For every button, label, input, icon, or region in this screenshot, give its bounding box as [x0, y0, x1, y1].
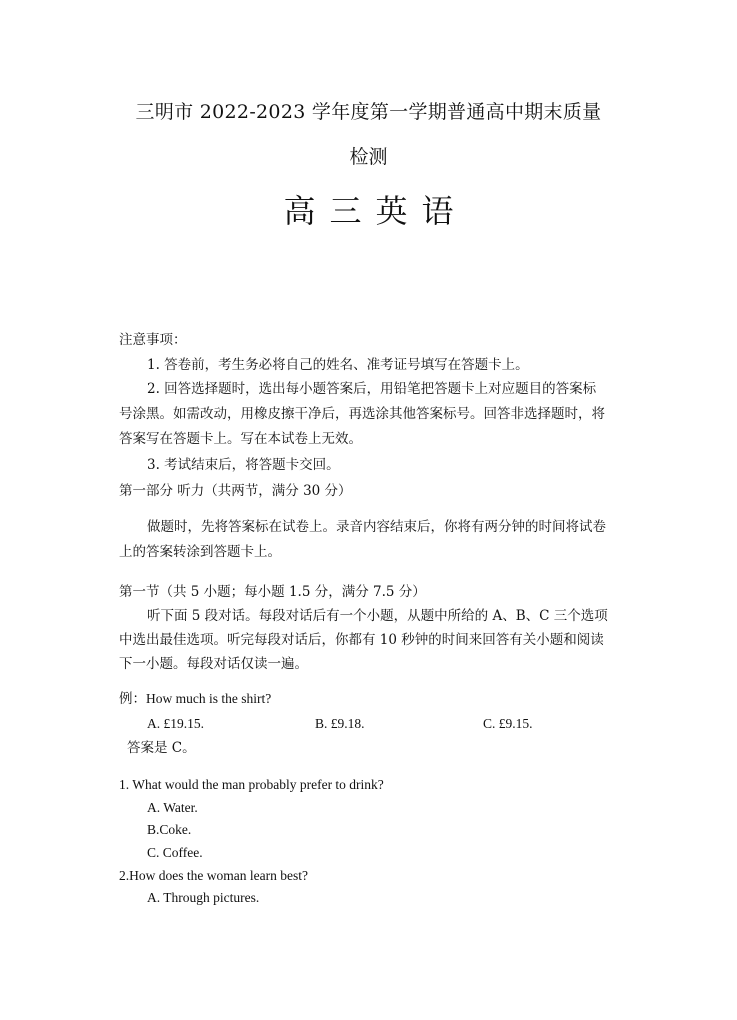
notice-item-2-line3: 答案写在答题卡上。写在本试卷上无效。 — [119, 431, 362, 447]
question-1: 1. What would the man probably prefer to drink? — [119, 777, 384, 792]
section1-instruction-line3: 下一小题。每段对话仅读一遍。 — [119, 656, 308, 672]
question-1-option-a: A. Water. — [147, 800, 198, 815]
example-question: 例：How much is the shirt? — [119, 691, 272, 706]
notice-item-2-line2: 号涂黑。如需改动，用橡皮擦干净后，再选涂其他答案标号。回答非选择题时，将 — [119, 406, 605, 422]
part1-heading: 第一部分 听力（共两节，满分 30 分） — [119, 483, 352, 499]
question-1-option-b: B.Coke. — [147, 822, 192, 837]
part1-instruction-line1: 做题时，先将答案标在试卷上。录音内容结束后，你将有两分钟的时间将试卷 — [147, 519, 606, 535]
question-2-option-a: A. Through pictures. — [147, 890, 260, 905]
exam-title-line2: 检测 — [349, 146, 388, 168]
notice-heading: 注意事项： — [119, 332, 187, 348]
section1-instruction-line1: 听下面 5 段对话。每段对话后有一个小题，从题中所给的 A、B、C 三个选项 — [147, 608, 608, 624]
example-option-b: B. £9.18. — [315, 716, 365, 731]
notice-item-3: 3. 考试结束后，将答题卡交回。 — [147, 457, 340, 473]
section1-heading: 第一节（共 5 小题；每小题 1.5 分，满分 7.5 分） — [119, 584, 426, 600]
notice-item-1: 1. 答卷前，考生务必将自己的姓名、准考证号填写在答题卡上。 — [147, 357, 529, 373]
example-option-c: C. £9.15. — [483, 716, 533, 731]
subject-title: 高三英语 — [283, 192, 468, 230]
section1-instruction-line2: 中选出最佳选项。听完每段对话后，你都有 10 秒钟的时间来回答有关小题和阅读 — [119, 632, 604, 648]
example-answer: 答案是 C。 — [127, 740, 196, 756]
question-1-option-c: C. Coffee. — [147, 845, 203, 860]
example-option-a: A. £19.15. — [147, 716, 204, 731]
part1-instruction-line2: 上的答案转涂到答题卡上。 — [119, 544, 281, 560]
exam-title-line1: 三明市 2022-2023 学年度第一学期普通高中期末质量 — [135, 101, 602, 123]
question-2: 2.How does the woman learn best? — [119, 868, 308, 883]
notice-item-2-line1: 2. 回答选择题时，选出每小题答案后，用铅笔把答题卡上对应题目的答案标 — [147, 381, 597, 397]
